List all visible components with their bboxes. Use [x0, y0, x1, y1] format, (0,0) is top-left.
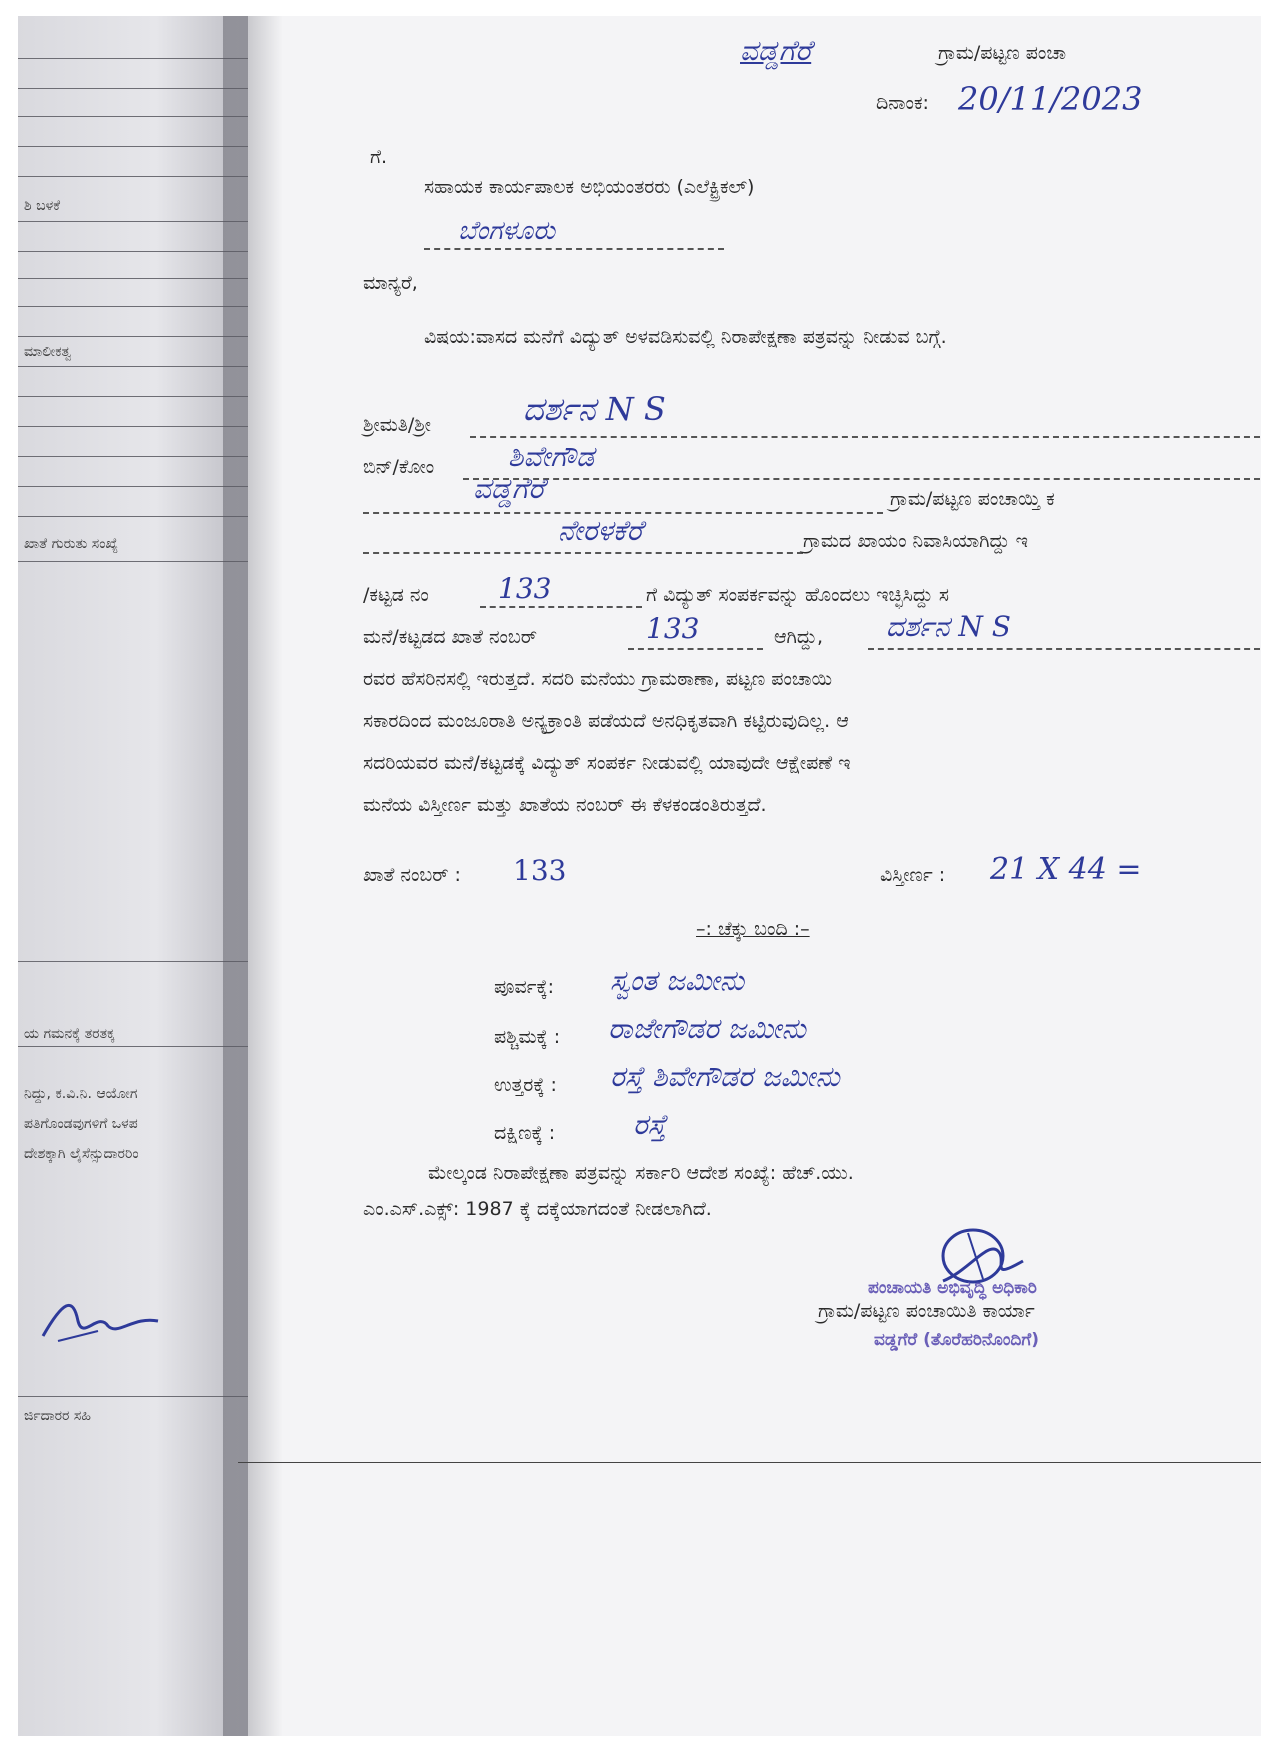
- father-dash-line: [463, 478, 1260, 480]
- date-value: 20/11/2023: [958, 80, 1143, 118]
- owner-dash-line: [868, 648, 1260, 650]
- village1-suffix: ಗ್ರಾಮ/ಪಟ್ಟಣ ಪಂಚಾಯ್ತಿ ಕ: [890, 488, 1055, 510]
- officer-stamp-line1: ಪಂಚಾಯತಿ ಅಭಿವೃದ್ಧಿ ಅಧಿಕಾರಿ: [868, 1278, 1037, 1298]
- date-label: ದಿನಾಂಕ:: [876, 92, 929, 114]
- officer-designation: ಗ್ರಾಮ/ಪಟ್ಟಣ ಪಂಚಾಯಿತಿ ಕಾರ್ಯಾ: [818, 1300, 1035, 1322]
- west-value: ರಾಜೇಗೌಡರ ಜಮೀನು: [608, 1012, 806, 1045]
- paragraph-line4: ಸಕಾರದಿಂದ ಮಂಜೂರಾತಿ ಅನ್ಯಕ್ರಾಂತಿ ಪಡೆಯದೆ ಅನಧಿಕೃತವಾಗಿ ಕಟ್ಟಿರುವುದಿಲ್ಲ. ಆ: [363, 710, 849, 732]
- khata-label: ಖಾತೆ ನಂಬರ್ :: [363, 864, 461, 886]
- village2-dash-line: [363, 552, 803, 554]
- paragraph-line6: ಮನೆಯ ವಿಸ್ತೀರ್ಣ ಮತ್ತು ಖಾತೆಯ ನಂಬರ್ ಈ ಕೆಳಕಂಡಂತಿರುತ್ತದೆ.: [363, 794, 767, 816]
- name-value: ದರ್ಶನ N S: [523, 390, 666, 428]
- noc-letter: [18, 16, 1261, 1736]
- north-label: ಉತ್ತರಕ್ಕೆ :: [494, 1074, 557, 1096]
- khata-value: 133: [513, 854, 567, 887]
- scanned-document: [18, 16, 1261, 1736]
- panchayat-label: ಗ್ರಾಮ/ಪಟ್ಟಣ ಪಂಚಾ: [938, 42, 1067, 64]
- north-value: ರಸ್ತೆ ಶಿವೇಗೌಡರ ಜಮೀನು: [610, 1060, 840, 1093]
- sheet-fragment: ಮಾಲೀಕತ್ವ: [24, 344, 72, 360]
- building-no-prefix: /ಕಟ್ಟಡ ನಂ: [363, 584, 429, 606]
- sheet-fragment: ನಿದ್ದು, ಕ.ವಿ.ನಿ. ಆಯೋಗ: [24, 1086, 138, 1102]
- sheet-fragment: ಪತಿಗೊಂಡವುಗಳಿಗೆ ಒಳಪ: [24, 1116, 138, 1132]
- sheet-fragment: ದೇಶಕ್ಕಾಗಿ ಲೈಸೆನ್ಸುದಾರರಿಂ: [24, 1146, 139, 1162]
- paragraph-line1: ಗೆ ವಿದ್ಯುತ್ ಸಂಪರ್ಕವನ್ನು ಹೊಂದಲು ಇಚ್ಛಿಸಿದ್ದು ಸ: [646, 584, 950, 606]
- khata-prefix: ಮನೆ/ಕಟ್ಟಡದ ಖಾತೆ ನಂಬರ್: [363, 626, 537, 648]
- sheet-fragment: ಶಿ ಬಳಕೆ: [24, 198, 61, 214]
- salutation: ಮಾನ್ಯರೆ,: [363, 272, 418, 294]
- panchayat-name-handwritten: ವಡ್ಡಗೆರೆ: [740, 34, 812, 67]
- village2-suffix: ಗ್ರಾಮದ ಖಾಯಂ ನಿವಾಸಿಯಾಗಿದ್ದು ಇ: [803, 530, 1028, 552]
- father-label: ಬಿನ್/ಕೋಂ: [363, 456, 435, 478]
- area-value: 21 X 44 =: [990, 852, 1142, 887]
- bottom-rule: [238, 1462, 1261, 1463]
- boundaries-heading: –: ಚೆಕ್ಕು ಬಂದಿ :–: [696, 918, 810, 940]
- east-label: ಪೂರ್ವಕ್ಕೆ:: [494, 976, 555, 998]
- name-label: ಶ್ರೀಮತಿ/ಶ್ರೀ: [363, 414, 431, 436]
- addressee-place: ಬೆಂಗಳೂರು: [458, 216, 556, 246]
- sheet-fragment: ಖಾತೆ ಗುರುತು ಸಂಖ್ಯೆ: [24, 536, 119, 552]
- paragraph-line2-mid: ಆಗಿದ್ದು,: [774, 626, 824, 648]
- name-dash-line: [470, 436, 1260, 438]
- south-label: ದಕ್ಷಿಣಕ್ಕೆ :: [494, 1122, 556, 1144]
- addressee-dash-line: [424, 248, 724, 250]
- closing-line2: ಎಂ.ಎಸ್.ಎಕ್ಸ್: 1987 ಕ್ಕೆ ದಕ್ಕೆಯಾಗದಂತೆ ನೀಡಲಾಗಿದೆ.: [363, 1198, 712, 1220]
- owner-value: ದರ್ಶನ N S: [886, 610, 1011, 643]
- west-label: ಪಶ್ಚಿಮಕ್ಕೆ :: [494, 1026, 561, 1048]
- east-value: ಸ್ವಂತ ಜಮೀನು: [610, 964, 745, 997]
- khata-dash-line: [628, 648, 763, 650]
- sheet-fragment: ರ್ಜಿದಾರರ ಸಹಿ: [24, 1408, 91, 1424]
- subject: ವಿಷಯ:ವಾಸದ ಮನೆಗೆ ವಿದ್ಯುತ್ ಅಳವಡಿಸುವಲ್ಲಿ ನಿರಾಪೇಕ್ಷಣಾ ಪತ್ರವನ್ನು ನೀಡುವ ಬಗ್ಗೆ.: [424, 326, 947, 348]
- addressee-designation: ಸಹಾಯಕ ಕಾರ್ಯಪಾಲಕ ಅಭಿಯಂತರರು (ಎಲೆಕ್ಟ್ರಿಕಲ್): [424, 176, 755, 198]
- area-label: ವಿಸ್ತೀರ್ಣ :: [880, 864, 946, 886]
- building-no-dash-line: [480, 606, 642, 608]
- building-no-value: 133: [498, 572, 552, 605]
- to-prefix: ಗೆ.: [370, 146, 388, 168]
- south-value: ರಸ್ತೆ: [633, 1108, 667, 1141]
- closing-line1: ಮೇಲ್ಕಂಡ ನಿರಾಪೇಕ್ಷಣಾ ಪತ್ರವನ್ನು ಸರ್ಕಾರಿ ಆದೇಶ ಸಂಖ್ಯೆ: ಹೆಚ್.ಯು.: [428, 1162, 854, 1184]
- sheet-fragment: ಯ ಗಮನಕ್ಕೆ ತರತಕ್ಕ: [24, 1026, 115, 1042]
- village2-value: ನೇರಳಕೆರೆ: [558, 514, 643, 547]
- father-value: ಶಿವೇಗೌಡ: [508, 440, 594, 473]
- paragraph-line3: ರವರ ಹೆಸರಿನಸಲ್ಲಿ ಇರುತ್ತದೆ. ಸದರಿ ಮನೆಯು ಗ್ರಾಮಠಾಣಾ, ಪಟ್ಟಣ ಪಂಚಾಯಿ: [363, 668, 832, 690]
- paragraph-line5: ಸದರಿಯವರ ಮನೆ/ಕಟ್ಟಡಕ್ಕೆ ವಿದ್ಯುತ್ ಸಂಪರ್ಕ ನೀಡುವಲ್ಲಿ ಯಾವುದೇ ಆಕ್ಷೇಪಣೆ ಇ: [363, 752, 851, 774]
- khata-inline-value: 133: [646, 612, 700, 645]
- village1-value: ವಡ್ಡಗೆರೆ: [473, 472, 545, 505]
- officer-stamp-line2: ವಡ್ಡಗೆರೆ (ತೊರೆಹರಿನೊಂದಿಗೆ): [874, 1330, 1040, 1350]
